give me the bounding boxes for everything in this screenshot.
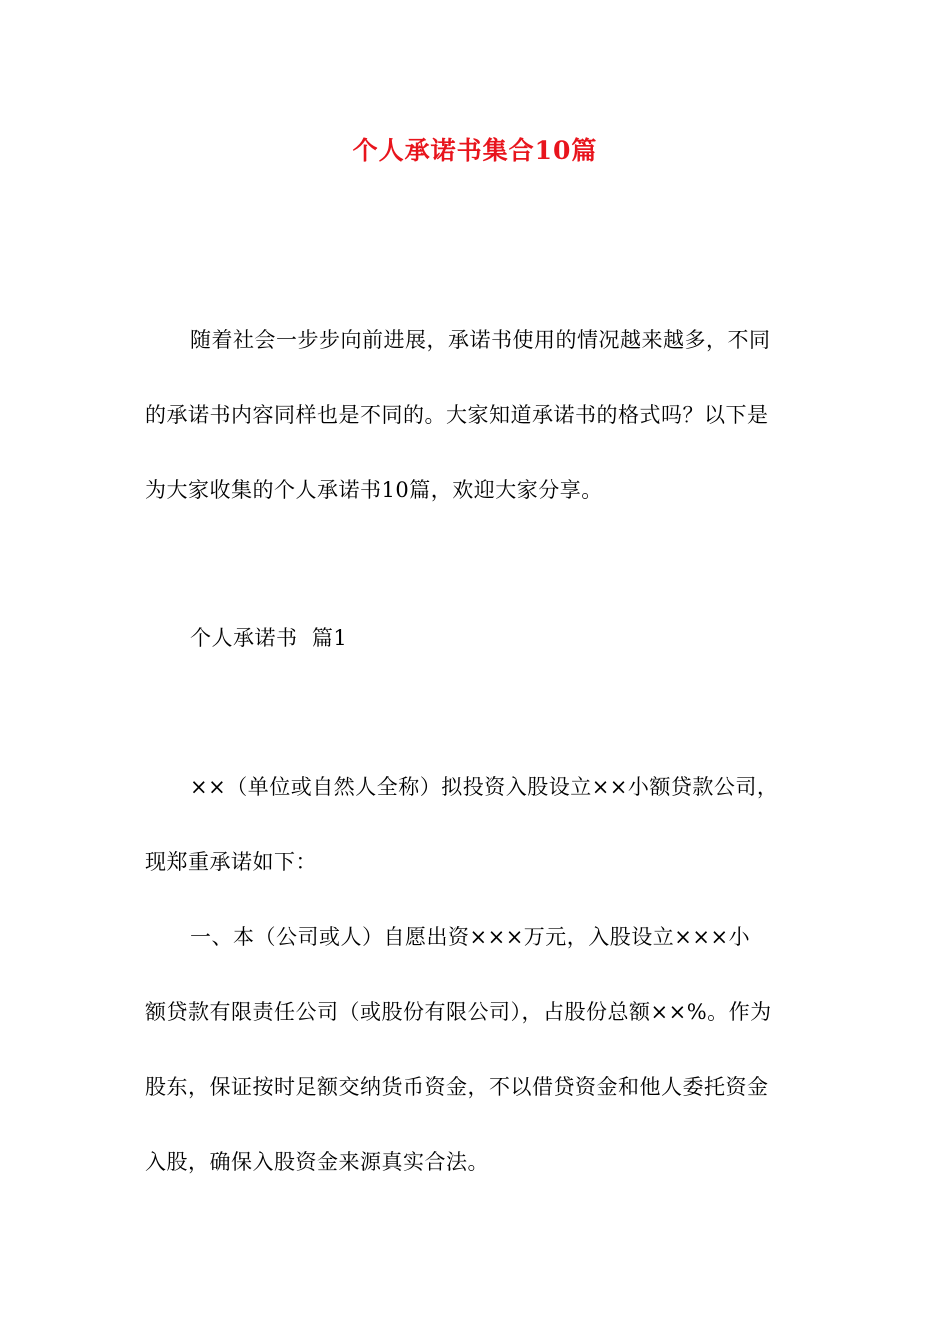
intro-line-1: 随着社会一步步向前进展，承诺书使用的情况越来越多，不同 — [190, 328, 771, 352]
section-heading: 个人承诺书 篇1 — [190, 626, 348, 650]
intro-line-3: 为大家收集的个人承诺书10篇，欢迎大家分享。 — [145, 478, 603, 502]
paragraph2-line-3: 股东，保证按时足额交纳货币资金，不以借贷资金和他人委托资金 — [145, 1075, 769, 1099]
paragraph2-line-1: 一、本（公司或人）自愿出资×××万元，入股设立×××小 — [190, 925, 751, 949]
paragraph2-line-2: 额贷款有限责任公司（或股份有限公司），占股份总额××%。作为 — [145, 1000, 772, 1024]
intro-line-2: 的承诺书内容同样也是不同的。大家知道承诺书的格式吗？以下是 — [145, 403, 769, 427]
paragraph1-line-1: ××（单位或自然人全称）拟投资入股设立××小额贷款公司， — [190, 775, 779, 799]
paragraph2-line-4: 入股，确保入股资金来源真实合法。 — [145, 1150, 489, 1174]
paragraph1-line-2: 现郑重承诺如下： — [145, 850, 317, 874]
document-title: 个人承诺书集合10篇 — [352, 136, 598, 165]
